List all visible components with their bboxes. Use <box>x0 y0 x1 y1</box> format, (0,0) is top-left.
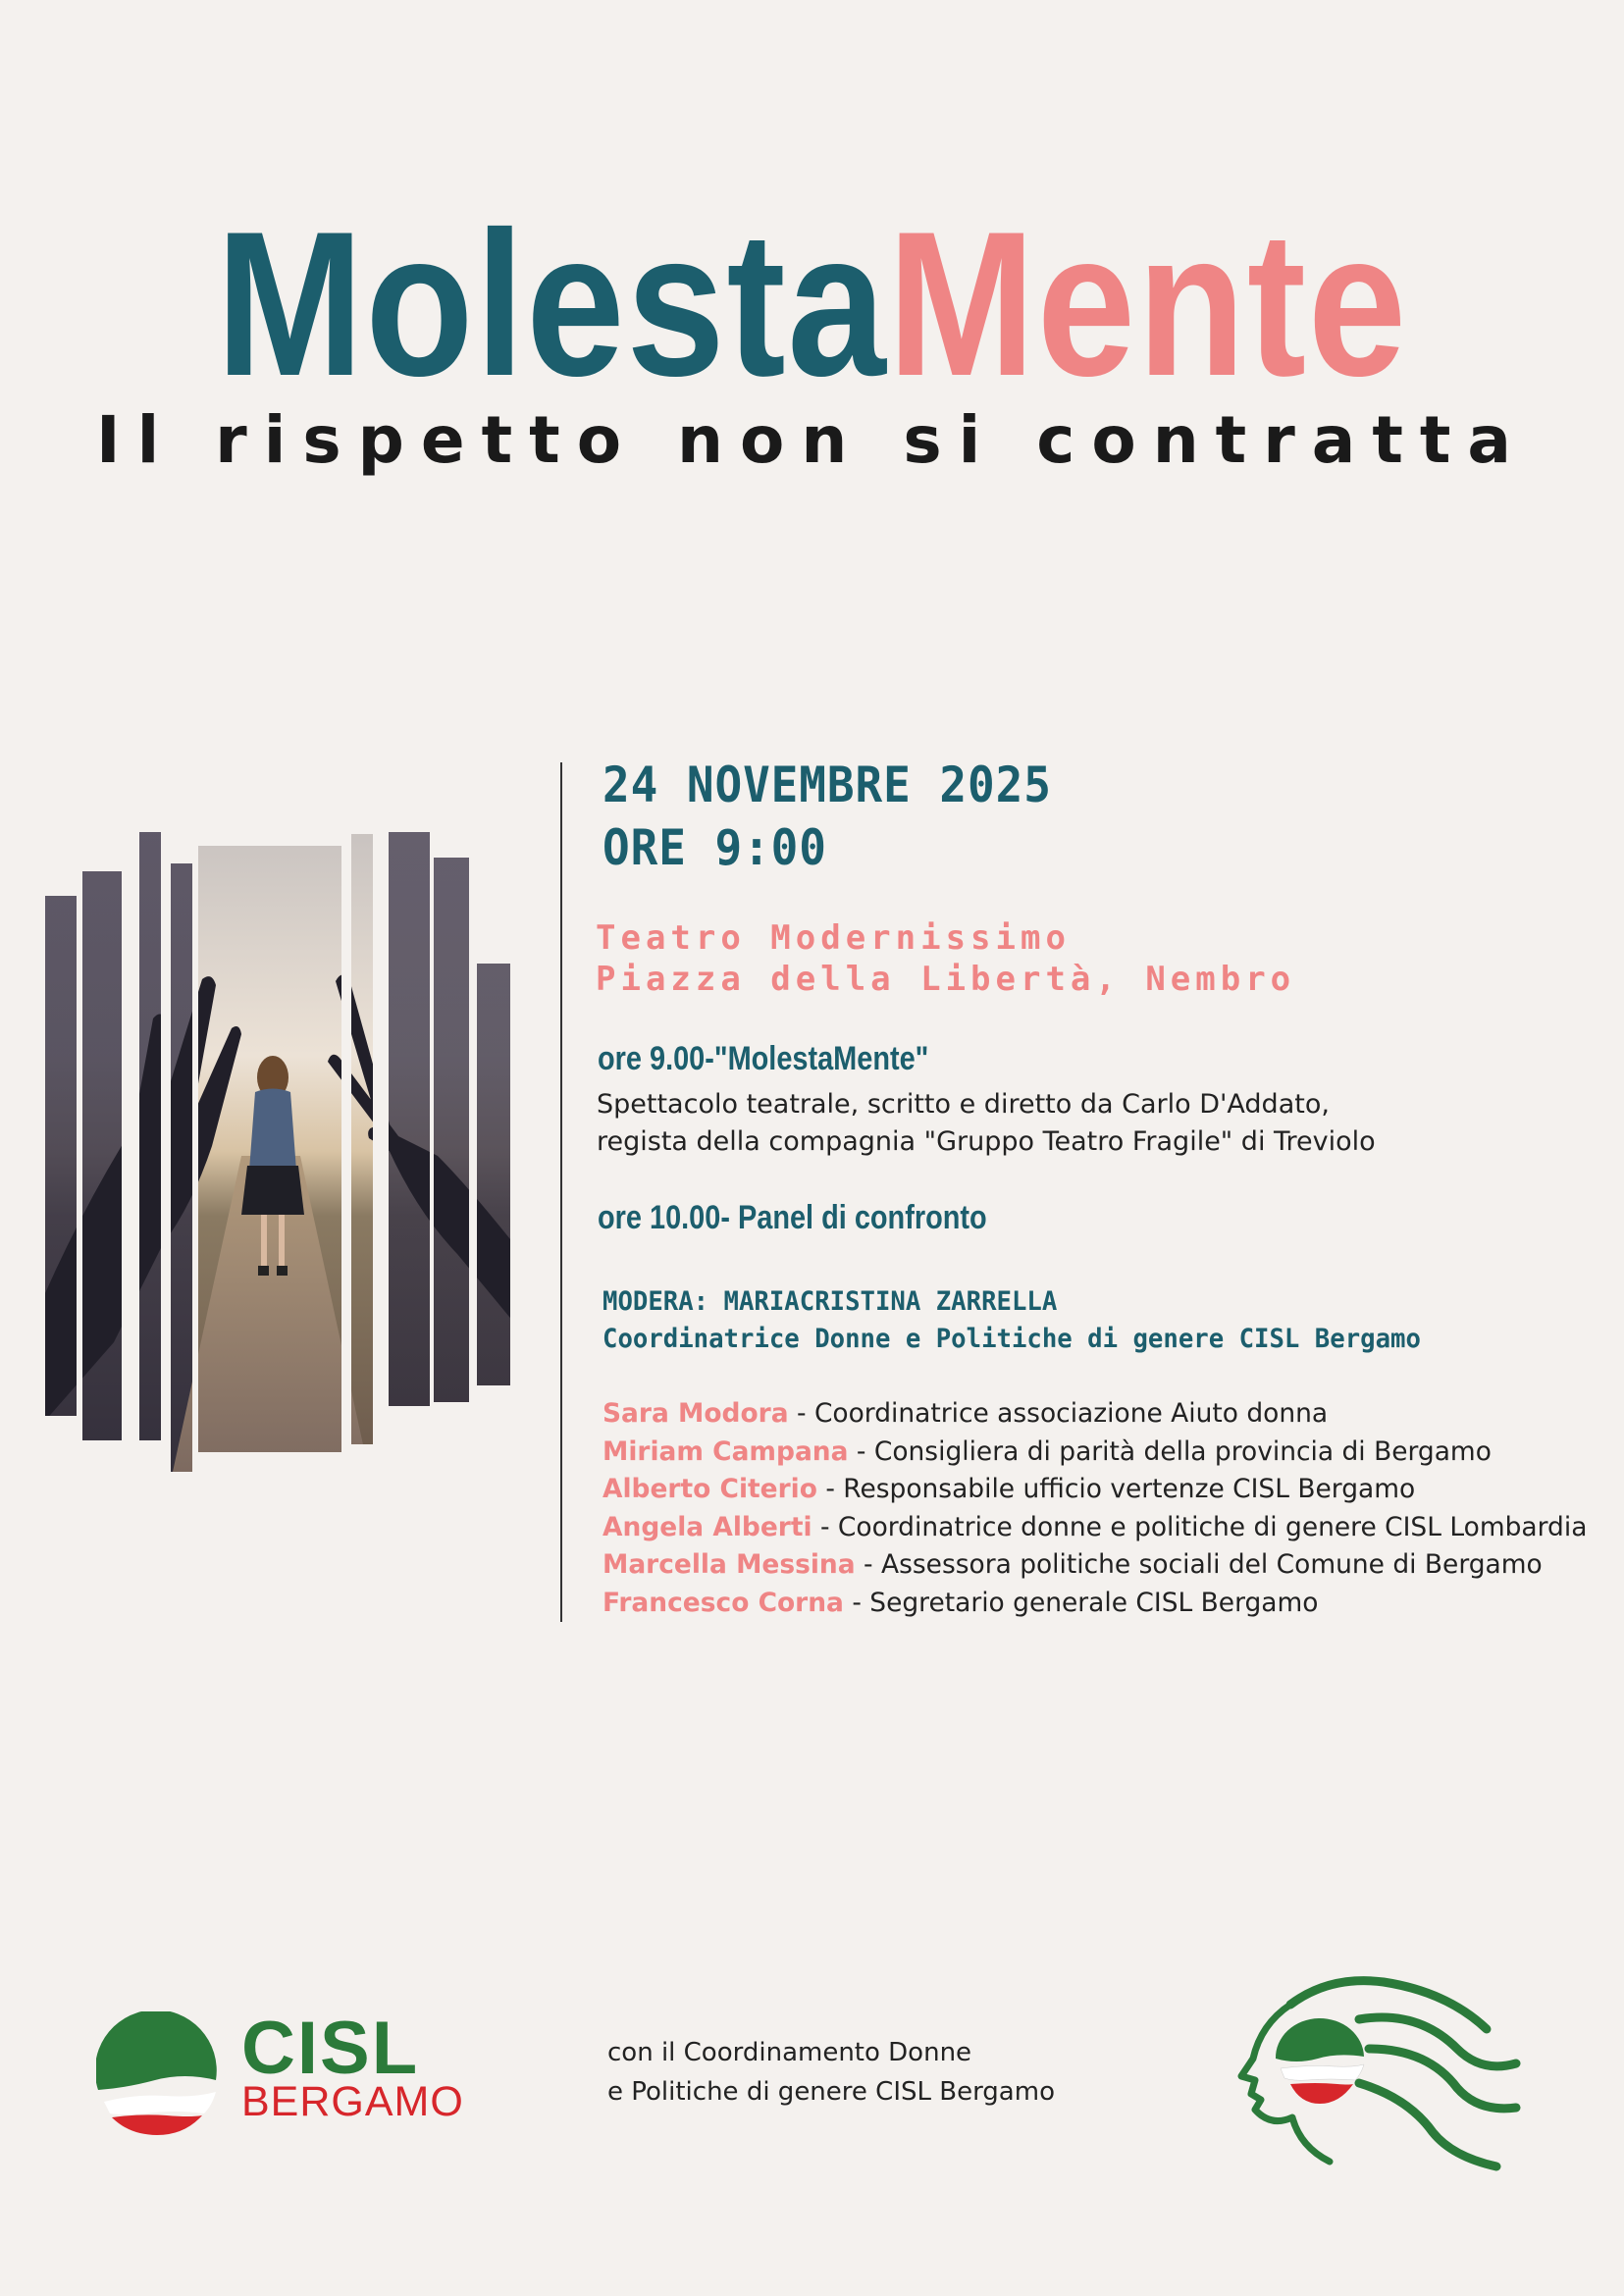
speaker-role: - Assessora politiche sociali del Comune di Bergamo <box>855 1549 1543 1580</box>
speaker-role: - Coordinatrice donne e politiche di genere CISL Lombardia <box>812 1511 1588 1542</box>
poster-photo-collage <box>45 832 514 1472</box>
panel-title: ore 10.00- Panel di confronto <box>598 1199 987 1236</box>
show-title: ore 9.00-"MolestaMente" <box>598 1040 929 1077</box>
speaker-name: Marcella Messina <box>602 1549 856 1580</box>
speaker-item <box>602 1395 1587 1434</box>
speaker-item <box>602 1471 1587 1509</box>
women-coordination-logo-icon <box>1222 1970 1526 2176</box>
speaker-name: Sara Modora <box>602 1398 789 1429</box>
cisl-logo-text: CISL <box>241 2007 420 2090</box>
moderator-block <box>602 1283 1421 1358</box>
cisl-logo-subtext: BERGAMO <box>241 2078 464 2125</box>
speaker-name: Alberto Citerio <box>602 1474 817 1504</box>
speaker-role: - Responsabile ufficio vertenze CISL Bergamo <box>816 1474 1416 1504</box>
event-title <box>114 188 1510 419</box>
moderator-role: Coordinatrice Donne e Politiche di genere CISL Bergamo <box>602 1324 1421 1354</box>
speaker-role: - Consigliera di parità della provincia di Bergamo <box>848 1435 1492 1467</box>
event-date: 24 NOVEMBRE 2025 <box>602 757 1052 813</box>
speaker-item <box>602 1585 1587 1623</box>
show-description-line: Spettacolo teatrale, scritto e diretto da Carlo D'Addato, <box>597 1089 1330 1120</box>
venue-name: Teatro Modernissimo <box>596 918 1071 958</box>
venue-block <box>596 917 1295 1000</box>
show-description <box>597 1086 1376 1161</box>
speaker-item <box>602 1509 1587 1547</box>
event-date-block <box>602 754 1052 879</box>
speaker-role: - Coordinatrice associazione Aiuto donna <box>788 1398 1329 1429</box>
speaker-name: Miriam Campana <box>602 1435 849 1467</box>
coordination-note <box>607 2033 1055 2112</box>
speaker-name: Angela Alberti <box>602 1511 812 1542</box>
title-part-molesta: Molesta <box>216 188 888 419</box>
venue-address: Piazza della Libertà, Nembro <box>596 960 1296 999</box>
speaker-name: Francesco Corna <box>602 1587 844 1618</box>
title-part-mente: Mente <box>887 188 1408 419</box>
speaker-item <box>602 1546 1587 1585</box>
event-time: ORE 9:00 <box>602 819 827 876</box>
coordination-line: e Politiche di genere CISL Bergamo <box>607 2077 1055 2107</box>
show-description-line: regista della compagnia "Gruppo Teatro Fragile" di Treviolo <box>597 1126 1376 1157</box>
speaker-item <box>602 1434 1587 1472</box>
vertical-divider <box>560 762 562 1622</box>
speakers-list <box>602 1395 1587 1622</box>
speaker-role: - Segretario generale CISL Bergamo <box>843 1587 1319 1618</box>
moderator-name: MODERA: MARIACRISTINA ZARRELLA <box>602 1286 1058 1317</box>
coordination-line: con il Coordinamento Donne <box>607 2038 972 2067</box>
event-subtitle: Il rispetto non si contratta <box>96 402 1528 478</box>
